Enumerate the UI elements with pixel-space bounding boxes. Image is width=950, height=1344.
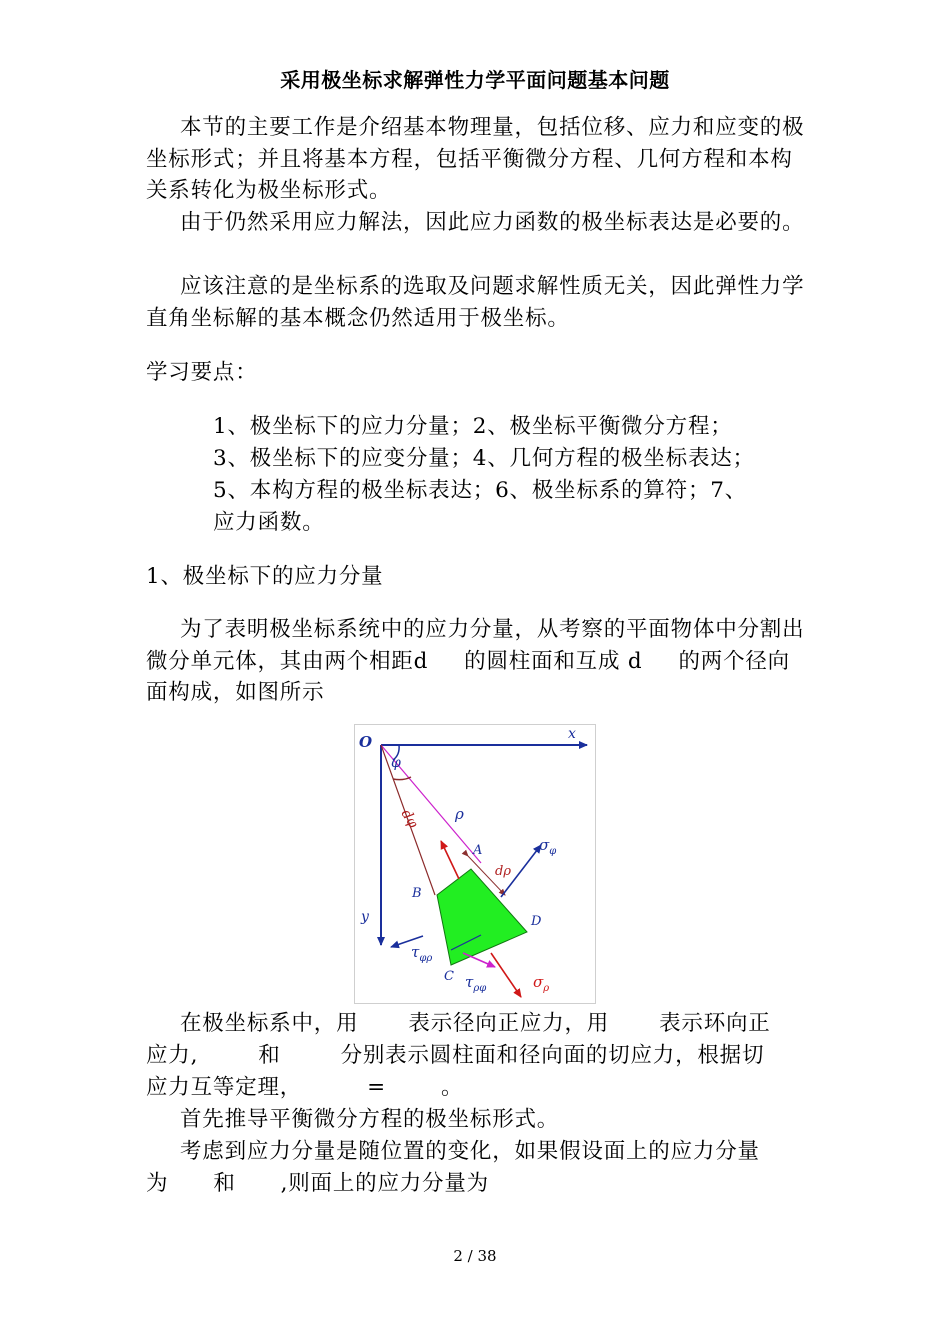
stress-definition-line-3: 应力互等定理， = 。 [146,1075,464,1100]
consider-line-1: 考虑到应力分量是随位置的变化，如果假设面上的应力分量 [180,1139,760,1164]
rho-label: ρ [455,805,464,823]
stress-method-paragraph: 由于仍然采用应力解法，因此应力函数的极坐标表达是必要的。 [180,210,805,235]
tau-rhophi-arrow [463,953,495,967]
section-paragraph-part-b: 的圆柱面和互成 d [464,648,643,674]
outward-normal-arrow [441,841,459,879]
sigma-rho-arrow [491,953,521,997]
section-heading: 1、极坐标下的应力分量 [146,564,384,589]
key-points-heading: 学习要点： [146,360,258,385]
tau-rhophi-label: $\tau_{\rho\varphi}$ [465,973,487,994]
stress-definition-line-1: 在极坐标系中，用 表示径向正应力，用 表示环向正 [180,1011,771,1036]
consider-line-2: 为 和 ,则面上的应力分量为 [146,1171,489,1196]
page-number: 2 / 38 [453,1247,497,1265]
x-axis-label: x [568,726,576,742]
polar-element-diagram [355,725,595,1003]
coordinate-note-paragraph: 应该注意的是坐标系的选取及问题求解性质无关，因此弹性力学直角坐标解的基本概念仍然适用于极坐标。 [146,274,805,331]
section-paragraph-part-c: 的两个径向面构成，如图所示 [146,648,790,705]
section-paragraph-part-a: 为了表明极坐标系统中的应力分量，从考察的平面物体中分割出微分单元体，其由两个相距d [146,617,805,674]
stress-definition-line-2: 应力, 和 分别表示圆柱面和径向面的切应力，根据切 [146,1043,765,1068]
section-paragraph [146,614,811,709]
sigma-rho-label: $\sigma_\rho$ [533,973,550,994]
point-d-label: D [531,914,542,929]
sigma-phi-label: $\sigma_\varphi$ [539,836,557,857]
key-points-list: 1、极坐标下的应力分量；2、极坐标平衡微分方程；3、极坐标下的应变分量；4、几何方程的极坐标表达；5、本构方程的极坐标表达；6、极坐标系的算符；7、应力函数。 [213,414,755,535]
polar-element-figure [354,724,596,1004]
differential-element [437,869,527,965]
origin-label: O [359,733,373,751]
phi-label: φ [391,755,401,771]
d-phi-label: dφ [397,806,422,832]
page-title: 采用极坐标求解弹性力学平面问题基本问题 [280,68,670,92]
tau-phirho-label: $\tau_{\varphi\rho}$ [411,943,433,964]
derive-paragraph: 首先推导平衡微分方程的极坐标形式。 [180,1107,560,1132]
y-axis-label: y [361,909,369,925]
intro-paragraph: 本节的主要工作是介绍基本物理量，包括位移、应力和应变的极坐标形式；并且将基本方程，包括平衡微分方程、几何方程和本构关系转化为极坐标形式。 [146,115,805,203]
d-rho-label: dρ [495,864,511,879]
dphi-arc [393,777,411,780]
point-a-label: A [473,843,483,858]
point-b-label: B [412,886,422,901]
point-c-label: C [444,969,454,984]
